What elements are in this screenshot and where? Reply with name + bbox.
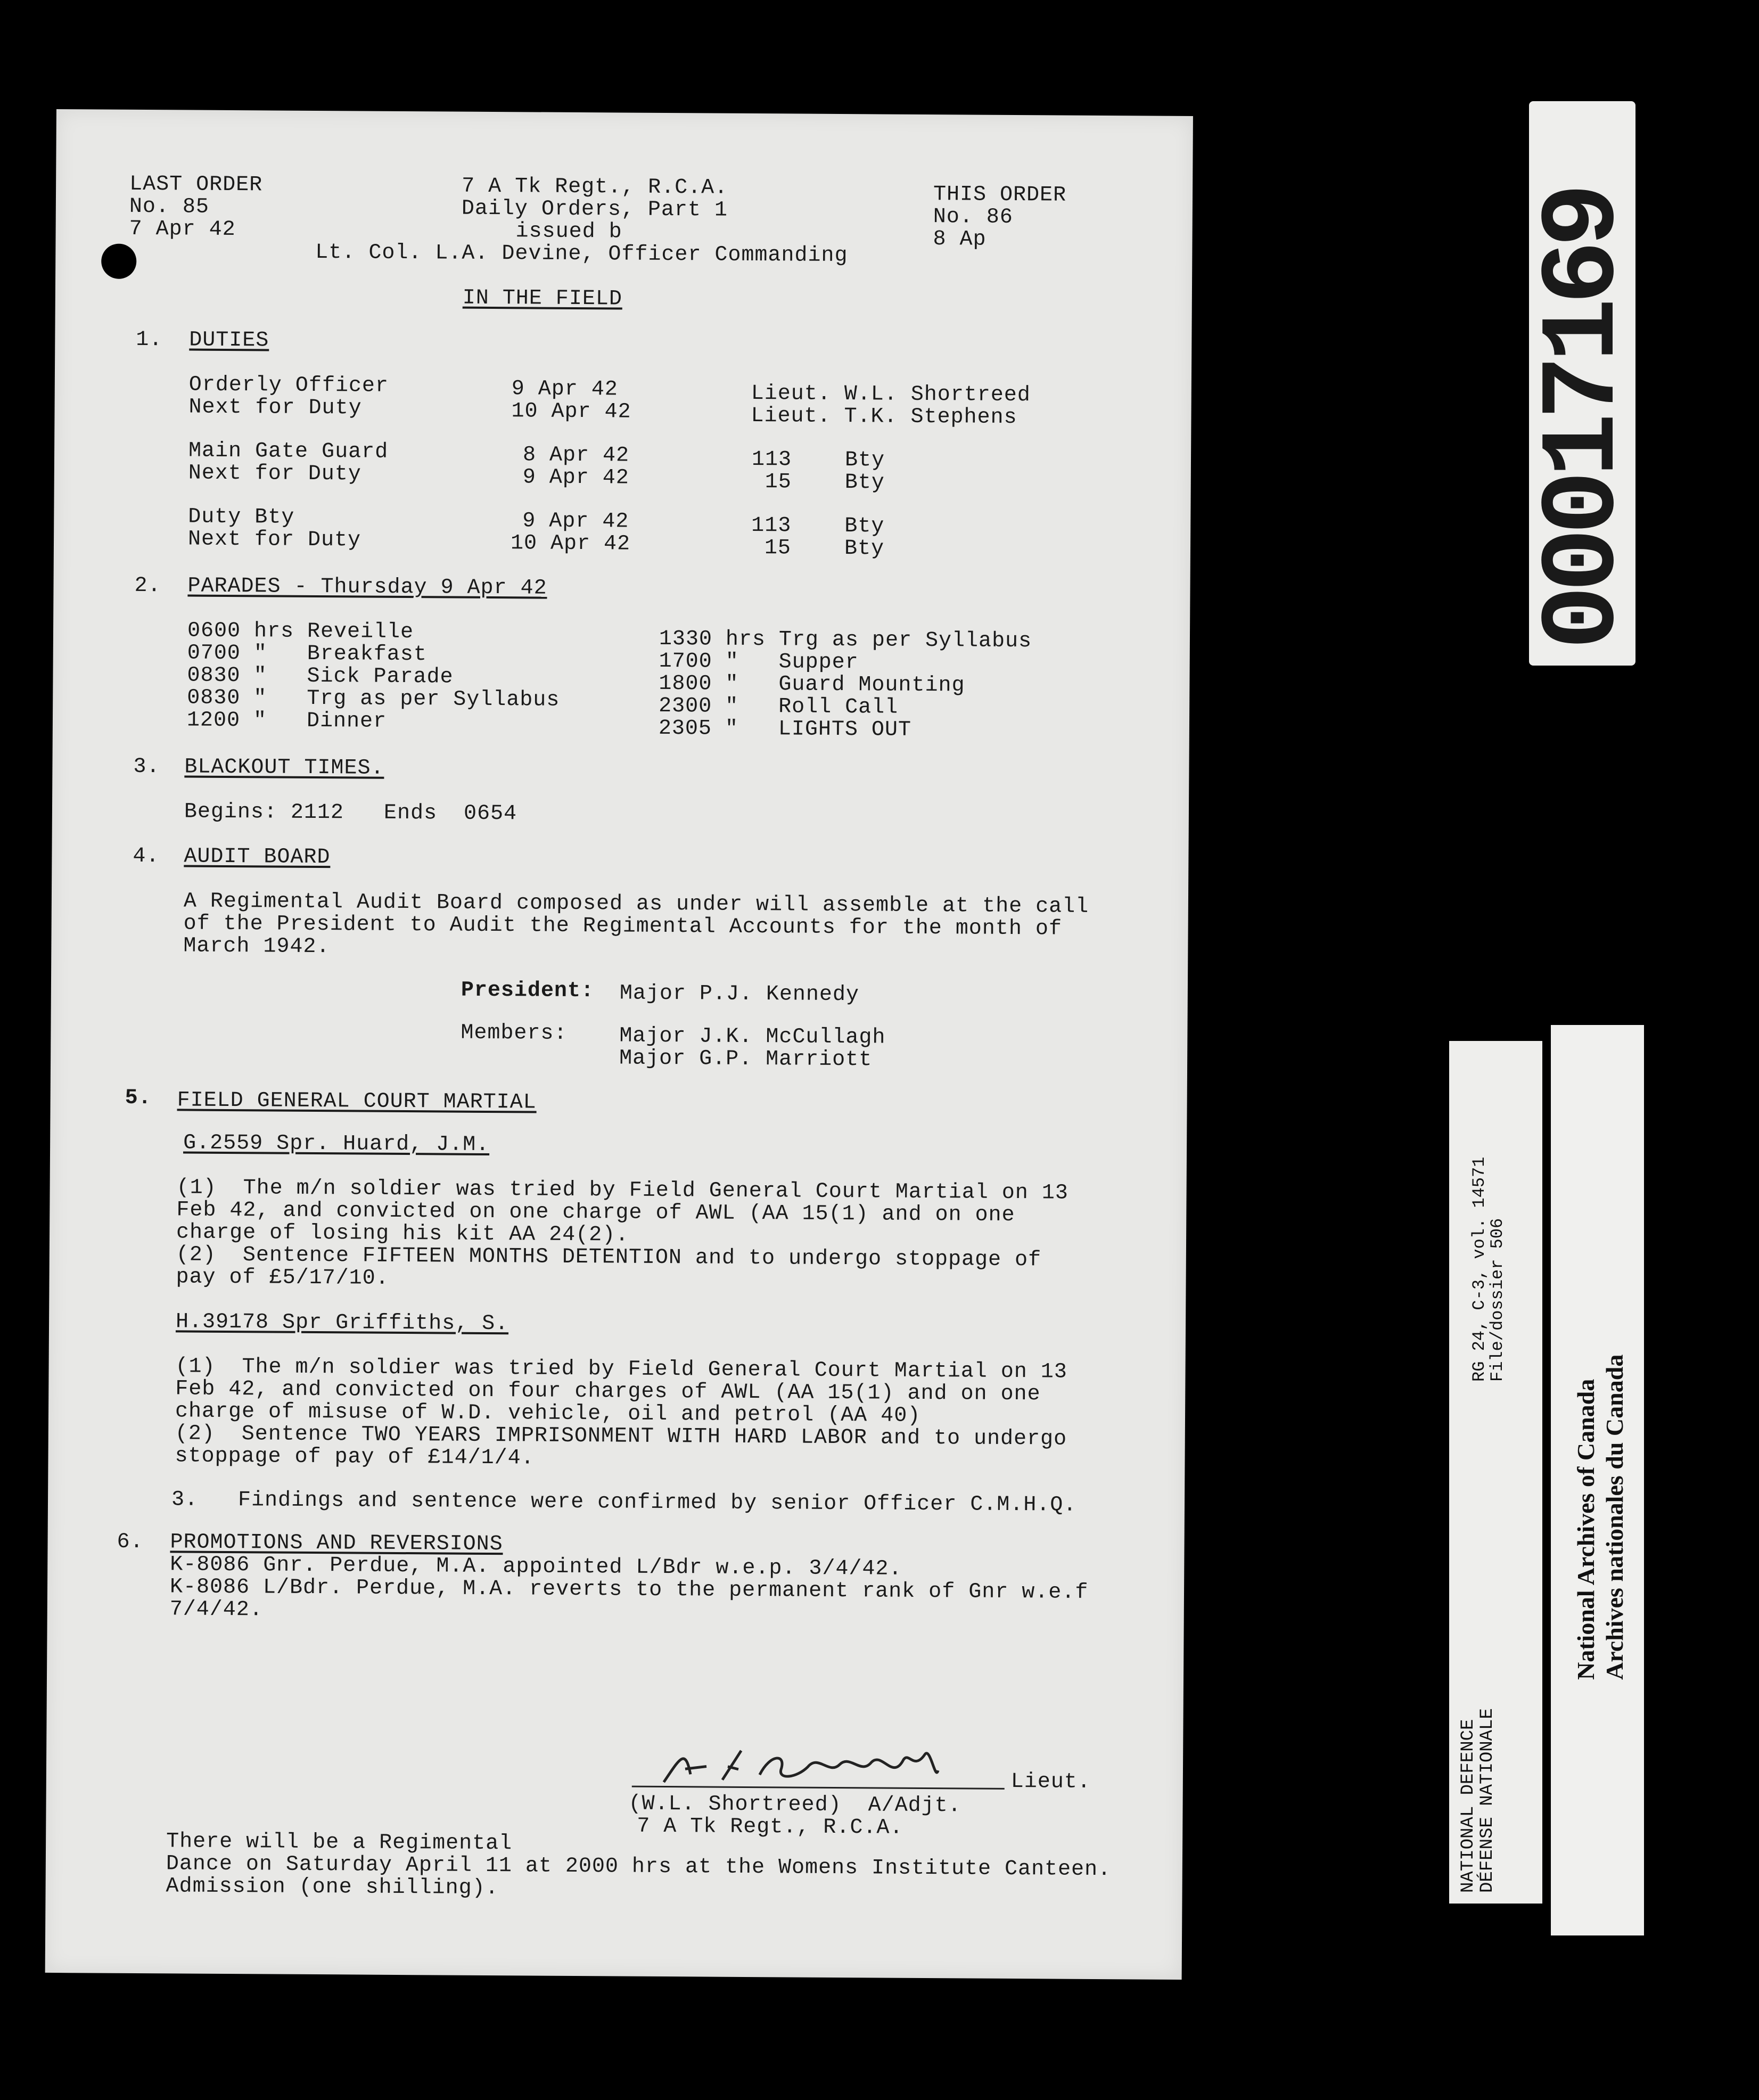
orders-title: Daily Orders, Part 1 bbox=[461, 196, 728, 223]
duty-assignee: 113 Bty bbox=[751, 513, 885, 539]
audit-body-line: of the President to Audit the Regimental Accounts for the month of bbox=[183, 912, 1063, 941]
parade-entry: 0700 " Breakfast bbox=[187, 641, 427, 667]
this-order-label: THIS ORDER bbox=[933, 183, 1067, 208]
case1-body-line: pay of £5/17/10. bbox=[176, 1265, 389, 1291]
commanding-officer: Lt. Col. L.A. Devine, Officer Commanding bbox=[315, 240, 848, 268]
punch-hole bbox=[101, 244, 136, 279]
frame-number-stamp bbox=[1524, 101, 1645, 666]
blackout-number: 3. bbox=[133, 754, 160, 780]
duty-role: Orderly Officer bbox=[188, 373, 389, 398]
last-order-label: LAST ORDER bbox=[129, 172, 263, 198]
audit-body-line: March 1942. bbox=[183, 934, 330, 959]
parade-entry: 1200 " Dinner bbox=[186, 708, 387, 734]
archive-file: File/dossier 506 bbox=[1487, 1218, 1507, 1382]
duty-date: 10 Apr 42 bbox=[511, 399, 631, 424]
this-order-date: 8 Ap bbox=[933, 227, 987, 252]
signature-unit: 7 A Tk Regt., R.C.A. bbox=[637, 1814, 903, 1840]
promotion-line: K-8086 Gnr. Perdue, M.A. appointed L/Bdr w.e.p. 3/4/42. bbox=[170, 1553, 902, 1581]
case2-body-line: (1) The m/n soldier was tried by Field General Court Martial on 13 bbox=[175, 1355, 1067, 1384]
promotion-line: K-8086 L/Bdr. Perdue, M.A. reverts to the permanent rank of Gnr w.e.f bbox=[169, 1575, 1089, 1605]
signature-name: (W.L. Shortreed) A/Adjt. bbox=[628, 1792, 961, 1818]
duty-role: Next for Duty bbox=[188, 395, 362, 421]
parade-entry: 0830 " Trg as per Syllabus bbox=[187, 686, 560, 712]
member-name: Major J.K. McCullagh bbox=[619, 1024, 886, 1050]
duty-date: 9 Apr 42 bbox=[522, 465, 629, 490]
frame-number: 00017169 bbox=[1524, 189, 1645, 650]
parades-number: 2. bbox=[134, 573, 161, 598]
case2-title: H.39178 Spr Griffiths, S. bbox=[175, 1310, 509, 1336]
case1-body-line: (1) The m/n soldier was tried by Field General Court Martial on 13 bbox=[176, 1176, 1069, 1205]
audit-body-line: A Regimental Audit Board composed as under will assemble at the call bbox=[183, 889, 1089, 919]
parade-entry: 2300 " Roll Call bbox=[659, 694, 899, 720]
duty-date: 10 Apr 42 bbox=[510, 531, 631, 556]
promotions-number: 6. bbox=[117, 1530, 144, 1555]
parade-entry: 0600 hrs Reveille bbox=[187, 619, 414, 645]
duty-assignee: 113 Bty bbox=[751, 447, 885, 473]
court-number: 5. bbox=[125, 1086, 152, 1111]
case2-body-line: stoppage of pay of £14/1/4. bbox=[175, 1444, 535, 1471]
findings-line: 3. Findings and sentence were confirmed by senior Officer C.M.H.Q. bbox=[171, 1488, 1077, 1517]
case2-body-line: Feb 42, and convicted on four charges of AWL (AA 15(1) and on one bbox=[175, 1377, 1041, 1407]
case2-body-line: charge of misuse of W.D. vehicle, oil and petrol (AA 40) bbox=[175, 1399, 921, 1428]
archives-name-fr: Archives nationales du Canada bbox=[1601, 1354, 1628, 1680]
handwritten-signature bbox=[648, 1737, 989, 1792]
court-title: FIELD GENERAL COURT MARTIAL bbox=[177, 1088, 537, 1115]
department-fr: DÉFENSE NATIONALE bbox=[1477, 1708, 1498, 1893]
notice-line: Admission (one shilling). bbox=[166, 1874, 499, 1901]
audit-title: AUDIT BOARD bbox=[184, 844, 331, 870]
duty-role: Main Gate Guard bbox=[188, 439, 389, 464]
president-label: President: bbox=[461, 978, 595, 1004]
department-en: NATIONAL DEFENCE bbox=[1458, 1719, 1478, 1893]
member-name: Major G.P. Marriott bbox=[619, 1046, 873, 1072]
parade-entry: 1800 " Guard Mounting bbox=[659, 671, 965, 698]
audit-number: 4. bbox=[133, 844, 160, 869]
this-order-number: No. 86 bbox=[933, 205, 1013, 229]
issued-by: issued b bbox=[515, 219, 622, 244]
archives-name-strip bbox=[1551, 1025, 1644, 1935]
case1-title: G.2559 Spr. Huard, J.M. bbox=[183, 1131, 490, 1158]
duties-number: 1. bbox=[136, 327, 163, 352]
last-order-date: 7 Apr 42 bbox=[129, 217, 236, 242]
last-order-number: No. 85 bbox=[129, 194, 210, 219]
signature-rank: Lieut. bbox=[1010, 1770, 1091, 1794]
blackout-times: Begins: 2112 Ends 0654 bbox=[184, 800, 517, 826]
case1-body-line: Feb 42, and convicted on one charge of AWL (AA 15(1) and on one bbox=[176, 1198, 1015, 1228]
parades-title: PARADES - Thursday 9 Apr 42 bbox=[187, 574, 547, 601]
duty-assignee: Lieut. W.L. Shortreed bbox=[751, 381, 1031, 408]
duties-title: DUTIES bbox=[189, 328, 269, 353]
members-label: Members: bbox=[461, 1021, 568, 1046]
parade-entry: 1700 " Supper bbox=[659, 649, 859, 675]
document-page bbox=[45, 109, 1193, 1980]
case2-body-line: (2) Sentence TWO YEARS IMPRISONMENT WITH HARD LABOR and to undergo bbox=[175, 1422, 1067, 1451]
duty-date: 9 Apr 42 bbox=[522, 509, 629, 534]
blackout-title: BLACKOUT TIMES. bbox=[184, 755, 384, 781]
duty-assignee: 15 Bty bbox=[751, 536, 885, 561]
archive-reference: RG 24, C-3, vol. 14571 bbox=[1469, 1156, 1489, 1382]
duty-role: Next for Duty bbox=[188, 461, 362, 487]
duty-role: Duty Bty bbox=[188, 505, 295, 530]
duty-assignee: Lieut. T.K. Stephens bbox=[751, 404, 1017, 430]
president-name: Major P.J. Kennedy bbox=[619, 981, 860, 1007]
duty-assignee: 15 Bty bbox=[751, 470, 885, 495]
in-the-field: IN THE FIELD bbox=[462, 286, 623, 311]
promotions-title: PROMOTIONS AND REVERSIONS bbox=[170, 1530, 503, 1557]
unit-name: 7 A Tk Regt., R.C.A. bbox=[461, 174, 728, 200]
notice-line: There will be a Regimental bbox=[166, 1830, 513, 1856]
duty-date: 9 Apr 42 bbox=[511, 377, 618, 402]
parade-entry: 1330 hrs Trg as per Syllabus bbox=[659, 627, 1032, 654]
notice-line: Dance on Saturday April 11 at 2000 hrs at the Womens Institute Canteen. bbox=[166, 1852, 1112, 1882]
parade-entry: 0830 " Sick Parade bbox=[187, 663, 454, 690]
case1-body-line: charge of losing his kit AA 24(2). bbox=[176, 1220, 629, 1248]
duty-date: 8 Apr 42 bbox=[522, 443, 630, 468]
parade-entry: 2305 " LIGHTS OUT bbox=[658, 716, 912, 742]
duty-role: Next for Duty bbox=[187, 527, 361, 553]
archive-reference-strip bbox=[1449, 1041, 1542, 1904]
archives-name-en: National Archives of Canada bbox=[1572, 1379, 1599, 1680]
case1-body-line: (2) Sentence FIFTEEN MONTHS DETENTION and to undergo stoppage of bbox=[176, 1243, 1042, 1273]
promotion-line: 7/4/42. bbox=[169, 1597, 263, 1622]
